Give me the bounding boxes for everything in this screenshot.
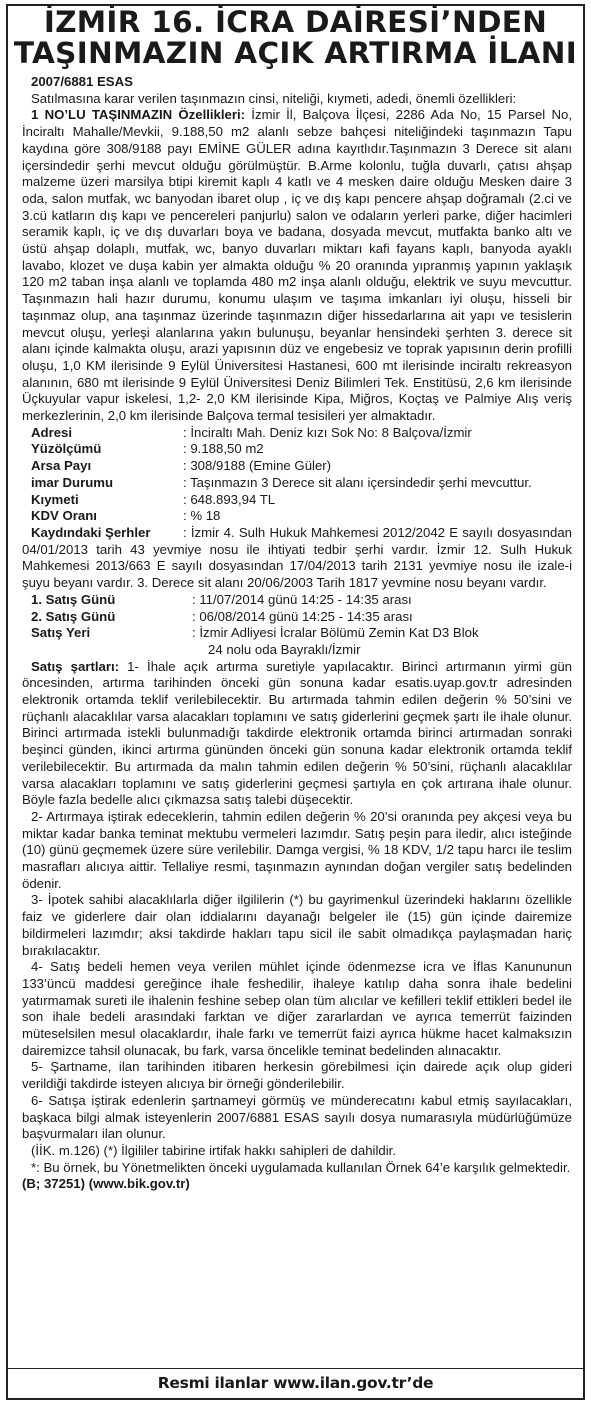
- detail-row-vat: [22, 508, 572, 525]
- detail-label: imar Durumu: [31, 474, 114, 490]
- sale-info: [22, 592, 572, 659]
- registry-label: Kaydındaki Şerhler: [31, 524, 151, 540]
- sale-row-first: [22, 592, 572, 609]
- signature: (B; 37251) (www.bik.gov.tr): [22, 1176, 190, 1192]
- property-text: İzmir İl, Balçova İlçesi, 2286 Ada No, 15 Parsel No, İnciraltı Mahalle/Mevkii, 9.188,50 m2 alanlı sebze bahçesi niteliğindeki taşınmazın Tapu kaydına göre 308/9188 payı EMİNE GÜLER adına kayıtlıdır.Taşınmazın 3 Derece sit alanı içersindedir şerhi mevcut olduğu görülmüştür. B.Arme kolonlu, tuğla duvarlı, çatısı ahşap malzeme üzeri marsilya btipi kiremit kaplı 4 katlı ve 4 mesken daire olduğu Mesken daire 3 oda, salon mutfak, wc banyodan ibaret olup , iç ve dış kapı pencere ahşap doğramalı (2.ci ve 3.cü katların dış kapı ve pencereleri panjurlu) salon ve odaların yerleri parke, diğer hacimleri seramik kaplı, iç ve dış duvarları boya ve badana, dosyada mevcut, mutfakta banko altı ve üstü ahşap dolaplı, mutfak, wc, banyo duvarları miktarı kafi fayans kaplı, banyoda ayaklı lavabo, klozet ve duşa kabin yer almakta olduğu % 20 oranında yıpranmış yapının yaklaşık 120 m2 taban inşa alanlı ve toplamda 480 m2 inşa alanlı olduğu, elektrik ve suyu mevcuttur. Taşınmazın hali hazır durumu, konumu ulaşım ve taşıma imkanları iyi oluşu, hisseli bir taşınmaz olup, ana taşınmaz üzerinde taşınmazın diğer hissedarlarına ait yapı ve tesislerin mevcut oluşu, yerleşi alanlarına yakın bulunuşu, beyanlar hensindeki şerhten 3. derece sit alanı içinde kalmakta oluşu, arazi yapısının düz ve engebesiz ve toprak yapısının derin profilli oluşu, 1,0 KM ilerisinde 9 Eylül Üniversitesi Hastanesi, 600 mt ilerisinde inciraltı rekreasyon alanının, 680 mt ilerisinde 9 Eylül Üniversitesi Deniz Bilimleri Tek. Enstitüsü, 2,6 km ilerisinde Üçkuyular vapur iskelesi, 1,2- 2,0 KM ilerisinde Kipa, Miğros, Koçtaş ve Palmiye Alış veriş merkezlerinin, 2,0 km ilerisinde Balçova termal tesisileri yer almaktadır.: [22, 107, 572, 424]
- detail-value: : 648.893,94 TL: [183, 491, 276, 507]
- condition-4: 4- Satış bedeli hemen veya verilen mühlet içinde ödenmezse icra ve İflas Kanununun 133’üncü maddesi gereğince ihale feshedilir, ihaleye katılıp daha sonra ihale bedelini yatırmamak sureti ile ihalenin feshine sebep olan tüm alıcılar ve kefilleri teklif ettikleri bedel ile son ihale bedeli arasındaki farktan ve diğer zararlardan ve ayrıca temerrüt faizinden müteselsilen mesul olacaklardır, ihale farkı ve temerrüt faizi ayrıca hükme hacet kalmaksızın dairemizce tahsil olunacak, bu fark, varsa öncelikle teminat bedelinden alınacaktır.: [22, 959, 572, 1058]
- intro-text: Satılmasına karar verilen taşınmazın cinsi, niteliği, kıymeti, adedi, önemli özellikleri:: [31, 90, 517, 106]
- detail-row-zoning: [22, 475, 572, 492]
- detail-row-address: [22, 425, 572, 442]
- sale-value: : İzmir Adliyesi İcralar Bölümü Zemin Kat D3 Blok: [192, 625, 479, 641]
- detail-value: : Taşınmazın 3 Derece sit alanı içersindedir şerhi mevcuttur.: [183, 474, 532, 490]
- sale-value: : 11/07/2014 günü 14:25 - 14:35 arası: [192, 591, 412, 607]
- property-heading: 1 NO’LU TAŞINMAZIN Özellikleri:: [31, 107, 246, 123]
- sale-label: Satış Yeri: [31, 625, 91, 641]
- sale-place-continued: 24 nolu oda Bayraklı/İzmir: [208, 641, 361, 657]
- detail-value: : 9.188,50 m2: [183, 441, 264, 457]
- detail-row-value: [22, 492, 572, 509]
- detail-label: Kıymeti: [31, 491, 79, 507]
- case-number: 2007/6881 ESAS: [31, 74, 133, 89]
- registry-text: : İzmir 4. Sulh Hukuk Mahkemesi 2012/2042 E sayılı dosyasından 04/01/2013 tarih 43 yevmiye nosu ile ihtiyati tedbir şerhi vardır. İzmir 12. Sulh Hukuk Mahkemesi 2013/663 E sayılı dosyasından 17/04/2013 tarih 2131 yevmiye nosu ile izale-i şuyu beyanı vardır. 3. Derece sit alanı 20/06/2003 Tarih 1817 yevmine nosu beyanı vardır.: [22, 524, 572, 591]
- condition-6: 6- Satışa iştirak edenlerin şartnameyi görmüş ve münderecatını kabul etmiş sayılacakları, başkaca bilgi almak isteyenlerin 2007/6881 ESAS sayılı dosya numarasıyla müdürlüğümüze başvurmaları ilan olunur.: [22, 1092, 572, 1142]
- registry-annotations: [22, 525, 572, 592]
- sale-label: 1. Satış Günü: [31, 591, 116, 607]
- sale-label: 2. Satış Günü: [31, 608, 116, 624]
- notice-title: [8, 7, 583, 69]
- detail-label: Adresi: [31, 424, 73, 440]
- detail-row-area: [22, 441, 572, 458]
- sale-value: : 06/08/2014 günü 14:25 - 14:35 arası: [192, 608, 413, 624]
- detail-value: : 308/9188 (Emine Güler): [183, 458, 332, 474]
- condition-3: 3- İpotek sahibi alacaklılarla diğer ilgililerin (*) bu gayrimenkul üzerindeki haklarını özellikle faiz ve giderlere dair olan iddialarını dayanağı belgeler ile (15) gün içinde dairemize bildirmeleri lazımdır; aksi takdirde hakları tapu sicil ile sabit olmadıkça paylaşmadan hariç bırakılacaktır.: [22, 892, 572, 958]
- iik-note: (İİK. m.126) (*) İlgililer tabirine irtifak hakkı sahipleri de dahildir.: [31, 1143, 396, 1158]
- sale-row-second: [22, 609, 572, 626]
- title-line-2: TAŞINMAZIN AÇIK ARTIRMA İLANI: [13, 36, 578, 70]
- detail-label: Yüzölçümü: [31, 441, 102, 457]
- detail-value: : % 18: [183, 508, 221, 524]
- property-details: [22, 425, 572, 525]
- condition-1-text: 1- İhale açık artırma suretiyle yapılacaktır. Birinci artırmanın yirmi gün öncesinden, artırma tarihinden önceki gün sonuna kadar esatis.uyap.gov.tr adresinden elektronik ortamda teklif verilebilecektir. Bu artırmada tahmin edilen değerin % 50’sini ve rüçhanlı alacaklılar varsa alacakları toplamını ve satış giderlerini geçmek şartı ile ihale olunur. Birinci artırmada istekli bulunmadığı takdirde elektronik ortamda birinci artırmadan sonraki beşinci günden, ikinci artırma gününden önceki gün sonuna kadar elektronik ortamda teklif verilebilecektir. Bu artırmada da malın tahmin edilen değerin % 50’sini, rüçhanlı alacaklılar varsa alacakları toplamını ve satış giderlerini geçmesi şartıyla en çok artırana ihale olunur. Böyle fazla bedelle alıcı çıkmazsa satış talebi düşecektir.: [22, 658, 572, 808]
- detail-label: Arsa Payı: [31, 458, 92, 474]
- detail-row-share: [22, 458, 572, 475]
- condition-5: 5- Şartname, ilan tarihinden itibaren herkesin görebilmesi için dairede açık olup gideri verildiği takdirde isteyen alıcıya bir örneği gönderilebilir.: [22, 1059, 572, 1092]
- footer-banner: Resmi ilanlar www.ilan.gov.tr’de: [8, 1368, 583, 1398]
- notice-page: [6, 4, 585, 1400]
- property-description: [22, 107, 572, 424]
- condition-2: 2- Artırmaya iştirak edeceklerin, tahmin edilen değerin % 20’si oranında pey akçesi veya bu miktar kadar banka teminat mektubu vermeleri lazımdır. Satış peşin para iledir, alıcı isteğinde (10) günü geçmemek üzere süre verilebilir. Damga vergisi, % 18 KDV, 1/2 tapu harcı ile teslim masrafları alıcıya aittir. Tellaliye resmi, taşınmazın aynından doğan vergiler satış bedelinden ödenir.: [22, 808, 572, 891]
- condition-1: [22, 659, 572, 809]
- notice-body: [22, 74, 572, 1193]
- footnote: *: Bu örnek, bu Yönetmelikten önceki uygulamada kullanılan Örnek 64’e karşılık gelmektedir.: [31, 1159, 571, 1175]
- conditions-heading: Satış şartları:: [31, 658, 120, 674]
- sale-row-place: [22, 625, 572, 642]
- detail-label: KDV Oranı: [31, 508, 97, 524]
- title-line-1: İZMİR 16. İCRA DAİRESİ’NDEN: [43, 5, 548, 39]
- detail-value: : İnciraltı Mah. Deniz kızı Sok No: 8 Balçova/İzmir: [183, 424, 472, 440]
